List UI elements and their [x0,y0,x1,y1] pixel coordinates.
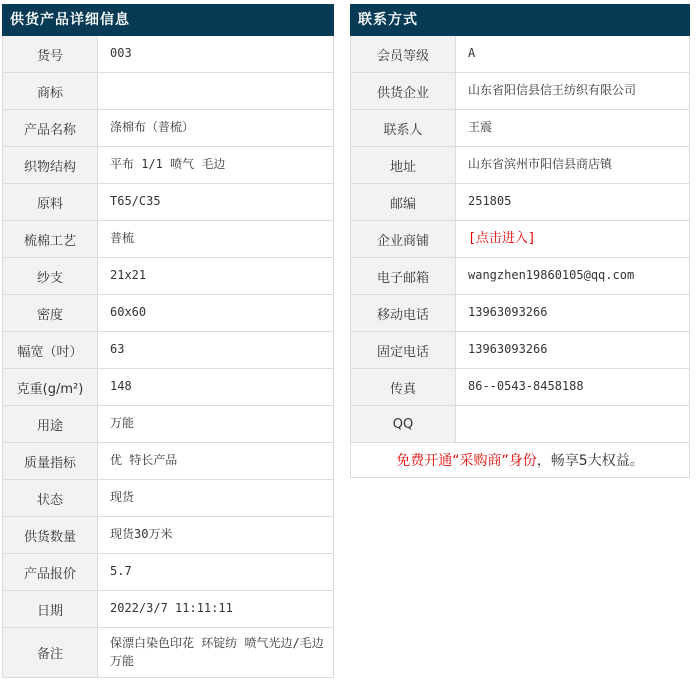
row-value: 2022/3/7 11:11:11 [110,601,233,616]
row-label: 地址 [351,147,456,183]
row-label: 质量指标 [3,443,98,479]
table-row [3,517,333,554]
row-value: 优 特长产品 [110,453,178,468]
table-row [3,443,333,480]
table-row [3,591,333,628]
row-label: 企业商铺 [351,221,456,257]
row-label: 联系人 [351,110,456,146]
row-value: 普梳 [110,231,135,246]
table-row [351,221,689,258]
row-label: 用途 [3,406,98,442]
row-label: 克重(g/m²) [3,369,98,405]
row-value: 148 [110,379,132,394]
row-label: 商标 [3,73,98,109]
row-value: 003 [110,46,132,61]
row-label: 移动电话 [351,295,456,331]
row-value: 251805 [468,194,512,209]
row-value [456,406,689,442]
row-value: 万能 [110,416,135,431]
row-value: 王震 [468,120,493,135]
table-row [3,184,333,221]
table-row [351,295,689,332]
table-row [351,73,689,110]
table-row [3,36,333,73]
row-value: 21x21 [110,268,147,283]
table-row [351,110,689,147]
table-row [3,110,333,147]
row-label: 状态 [3,480,98,516]
row-value: 86--0543-8458188 [468,379,584,394]
row-label: 产品名称 [3,110,98,146]
row-value: 山东省滨州市阳信县商店镇 [468,157,613,172]
table-row [351,184,689,221]
row-label: 纱支 [3,258,98,294]
table-row [351,332,689,369]
row-value: 5.7 [110,564,132,579]
product-panel-title: 供货产品详细信息 [2,4,334,36]
table-row [3,628,333,678]
buyer-promo-rest: ，畅享5大权益。 [536,453,644,469]
row-value: 平布 1/1 喷气 毛边 [110,157,226,172]
row-value: 13963093266 [468,342,548,357]
table-row [3,295,333,332]
table-row [351,258,689,295]
product-detail-panel [2,4,334,678]
row-value: 涤棉布（普梳） [110,120,195,135]
row-label: 产品报价 [3,554,98,590]
table-row [3,554,333,591]
table-row [3,221,333,258]
row-label: 密度 [3,295,98,331]
table-row [3,406,333,443]
buyer-promo-link[interactable]: 免费开通“采购商”身份 [396,453,537,469]
table-row [3,332,333,369]
row-label: QQ [351,406,456,442]
row-label: 日期 [3,591,98,627]
row-label: 电子邮箱 [351,258,456,294]
row-value: 现货30万米 [110,527,173,542]
row-value: 13963093266 [468,305,548,320]
table-row [3,480,333,517]
product-detail-table [2,36,334,678]
row-label: 梳棉工艺 [3,221,98,257]
row-label: 传真 [351,369,456,405]
table-row [3,369,333,406]
row-label: 原料 [3,184,98,220]
row-value: 现货 [110,490,135,505]
table-row [351,147,689,184]
row-label: 织物结构 [3,147,98,183]
row-value [98,73,333,109]
row-label: 备注 [3,628,98,677]
row-value: 保漂白染色印花 环锭纺 喷气光边/毛边 万能 [110,636,324,668]
row-value: 60x60 [110,305,147,320]
row-value: wangzhen19860105@qq.com [468,268,635,283]
row-label: 会员等级 [351,36,456,72]
row-value: 山东省阳信县信王纺织有限公司 [468,83,637,98]
row-label: 邮编 [351,184,456,220]
table-row [3,147,333,184]
contact-table [350,36,690,478]
shop-enter-link[interactable]: [点击进入] [468,230,536,246]
buyer-promo-row [351,443,689,478]
table-row [351,36,689,73]
row-label: 货号 [3,36,98,72]
table-row [3,73,333,110]
row-value: T65/C35 [110,194,161,209]
row-label: 幅宽（吋） [3,332,98,368]
table-row [351,406,689,443]
table-row [3,258,333,295]
row-value: A [468,46,476,61]
row-value [456,221,689,257]
contact-panel-title: 联系方式 [350,4,690,36]
row-label: 供货企业 [351,73,456,109]
table-row [351,369,689,406]
row-label: 固定电话 [351,332,456,368]
contact-panel [350,4,690,478]
row-value: 63 [110,342,125,357]
row-label: 供货数量 [3,517,98,553]
